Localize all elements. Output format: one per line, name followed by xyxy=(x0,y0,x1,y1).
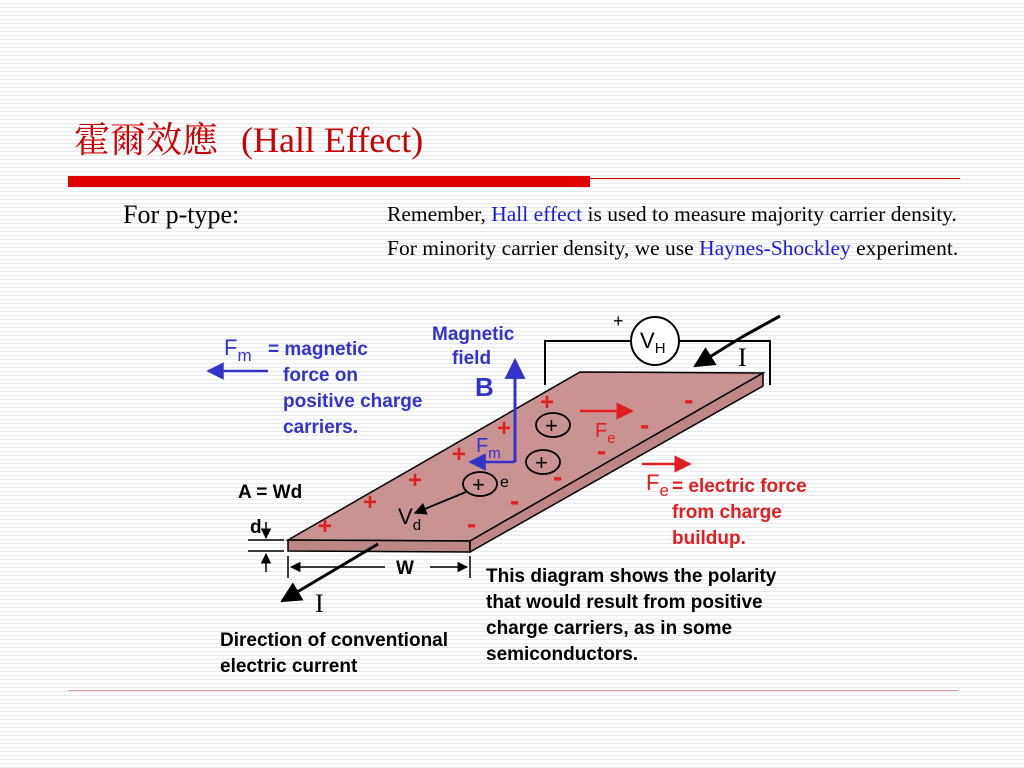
plus-sign: + xyxy=(408,467,423,494)
note-text-1: Remember, xyxy=(387,202,492,226)
direction-line-2: electric current xyxy=(220,656,358,677)
hall-effect-link[interactable]: Hall effect xyxy=(491,202,583,226)
width-label: W xyxy=(396,558,414,579)
b-field-symbol: B xyxy=(475,372,494,402)
fe-desc-line-1: = electric force xyxy=(672,476,807,497)
magnetic-label-line-1: Magnetic xyxy=(432,324,515,345)
minus-sign: - xyxy=(553,461,563,492)
minus-sign: - xyxy=(684,384,694,415)
voltmeter-plus: + xyxy=(613,311,624,331)
desc-line-2: that would result from positive xyxy=(486,592,763,613)
haynes-shockley-link[interactable]: Haynes-Shockley xyxy=(699,236,851,260)
slab-front-edge xyxy=(288,540,470,552)
fm-legend-text xyxy=(268,339,422,438)
magnetic-label-line-2: field xyxy=(452,348,492,369)
diagram-description xyxy=(486,566,777,665)
desc-line-4: semiconductors. xyxy=(486,644,639,665)
current-direction-label xyxy=(220,630,448,677)
fm-desc-line-2: force on xyxy=(283,365,358,386)
fm-legend-symbol: $F_m$ xyxy=(224,335,252,365)
fm-desc-line-4: carriers. xyxy=(283,417,359,438)
fe-legend-text xyxy=(672,476,807,549)
p-type-label: For p-type: xyxy=(123,200,240,229)
fm-desc-line-1: = magnetic xyxy=(268,339,368,360)
current-out-arrow xyxy=(282,544,378,601)
drift-velocity-label: $V_d$ xyxy=(398,504,422,534)
hole-carrier-sign: + xyxy=(535,450,548,475)
hole-carrier-sign: + xyxy=(472,472,485,497)
voltmeter xyxy=(613,311,679,365)
minus-sign: - xyxy=(467,508,477,539)
fm-desc-line-3: positive charge xyxy=(283,391,423,412)
desc-line-3: charge carriers, as in some xyxy=(486,618,733,639)
title-chinese: 霍爾效應 xyxy=(74,120,219,160)
footer-rule xyxy=(68,690,958,691)
plus-sign: + xyxy=(540,389,555,416)
fe-desc-line-3: buildup. xyxy=(672,528,746,549)
fe-legend-symbol: $F_e$ xyxy=(646,470,669,500)
minus-sign: - xyxy=(597,435,607,466)
current-label-bottom: I xyxy=(315,589,324,618)
thickness-label: d xyxy=(250,517,262,538)
plus-sign: + xyxy=(497,415,512,442)
width-dimension xyxy=(288,556,470,578)
area-label: A = Wd xyxy=(238,482,303,503)
magnetic-field-label xyxy=(432,324,515,369)
plus-sign: + xyxy=(452,441,467,468)
desc-line-1: This diagram shows the polarity xyxy=(486,566,777,587)
plus-sign: + xyxy=(318,513,333,540)
e-label: e xyxy=(500,474,509,491)
current-label-top: I xyxy=(738,343,747,372)
minus-sign: - xyxy=(510,485,520,516)
voltmeter-v: V xyxy=(640,328,655,353)
fm-slab-label: $F_m$ xyxy=(476,435,501,462)
minus-sign: - xyxy=(640,409,650,440)
title-english: (Hall Effect) xyxy=(241,120,424,160)
fe-slab-label: $F_e$ xyxy=(595,420,616,447)
note-text-3: experiment. xyxy=(850,236,959,260)
plus-sign: + xyxy=(363,489,378,516)
current-in-line xyxy=(742,316,780,337)
direction-line-1: Direction of conventional xyxy=(220,630,449,651)
note-text-2: is used to measure majority carrier density. For minority carrier density, we use xyxy=(387,202,957,260)
voltmeter-sub: H xyxy=(654,340,666,357)
fe-desc-line-2: from charge xyxy=(672,502,782,523)
hole-carrier-sign: + xyxy=(545,413,558,438)
